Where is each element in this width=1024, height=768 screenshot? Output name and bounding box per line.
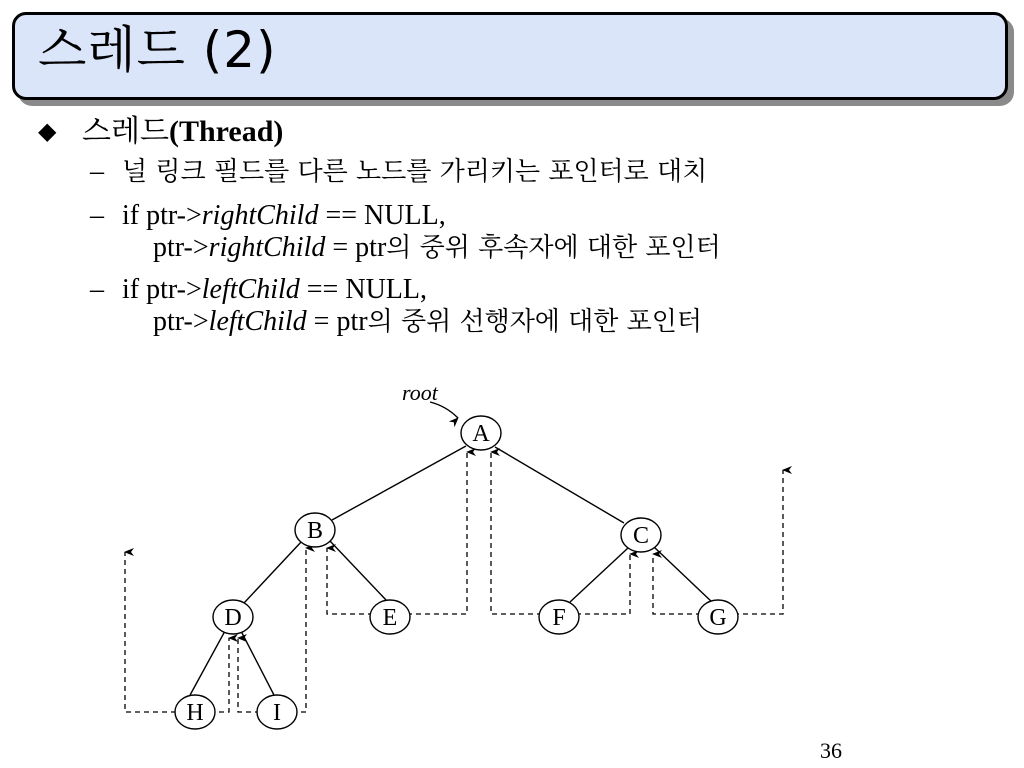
edge-B-E xyxy=(330,541,387,601)
node-E xyxy=(370,600,410,634)
korean-description: 의 중위 선행자에 대한 포인터 xyxy=(367,307,703,337)
field-name: rightChild xyxy=(208,232,326,263)
tree-edges xyxy=(189,446,713,697)
node-B-label: B xyxy=(306,518,324,544)
node-F xyxy=(539,600,579,634)
code-text: = ptr xyxy=(306,306,368,337)
tree-nodes xyxy=(175,416,738,729)
node-I-label: I xyxy=(273,700,281,726)
edge-A-C xyxy=(495,447,624,523)
thread-G-right-null xyxy=(734,470,783,614)
edge-A-B xyxy=(332,446,466,520)
thread-I-left-D xyxy=(238,638,260,712)
thread-I-right-B xyxy=(292,548,306,712)
code-text: ptr-> xyxy=(153,306,209,337)
node-C xyxy=(621,518,661,552)
thread-links xyxy=(125,452,783,712)
thread-E-right-A xyxy=(407,452,467,614)
bullet-korean: 스레드 xyxy=(82,114,169,149)
field-name: leftChild xyxy=(201,274,300,305)
code-text: if ptr-> xyxy=(122,274,202,305)
thread-H-right-D xyxy=(210,638,229,712)
page-number: 36 xyxy=(820,738,842,763)
edge-C-G xyxy=(654,547,713,603)
thread-E-left-B xyxy=(327,548,373,614)
edge-D-I xyxy=(241,631,275,697)
thread-H-left-null xyxy=(125,552,176,712)
code-text: == NULL, xyxy=(318,200,446,231)
main-bullet: ◆ 스레드(Thread) xyxy=(38,114,284,149)
node-B xyxy=(295,513,335,547)
thread-F-left-A xyxy=(491,452,542,614)
code-text: = ptr xyxy=(325,232,387,263)
edge-D-H xyxy=(189,631,225,697)
code-text: ptr-> xyxy=(153,232,209,263)
edge-B-D xyxy=(244,541,302,603)
bullet-english: (Thread) xyxy=(168,115,284,148)
node-G-label: G xyxy=(709,605,727,631)
root-label: root xyxy=(402,380,438,405)
dash-icon: – xyxy=(90,274,104,305)
slide-title: 스레드 (2) xyxy=(38,21,277,79)
edge-C-F xyxy=(570,548,628,602)
node-I xyxy=(257,695,297,729)
thread-F-right-C xyxy=(576,554,630,614)
sub-bullet-1-text: 널 링크 필드를 다른 노드를 가리키는 포인터로 대치 xyxy=(122,157,708,187)
node-D xyxy=(213,600,253,634)
node-A-label: A xyxy=(472,421,490,447)
node-F-label: F xyxy=(552,605,566,631)
node-G xyxy=(698,600,738,634)
node-H xyxy=(175,695,215,729)
node-A xyxy=(461,416,501,450)
code-text: == NULL, xyxy=(299,274,427,305)
field-name: leftChild xyxy=(208,306,307,337)
node-D-label: D xyxy=(224,605,242,631)
korean-description: 의 중위 후속자에 대한 포인터 xyxy=(386,233,721,263)
node-H-label: H xyxy=(186,700,204,726)
node-C-label: C xyxy=(632,523,650,549)
dash-icon: – xyxy=(90,156,104,187)
code-text: if ptr-> xyxy=(122,200,202,231)
dash-icon: – xyxy=(90,200,104,231)
field-name: rightChild xyxy=(201,200,319,231)
node-E-label: E xyxy=(382,605,398,631)
